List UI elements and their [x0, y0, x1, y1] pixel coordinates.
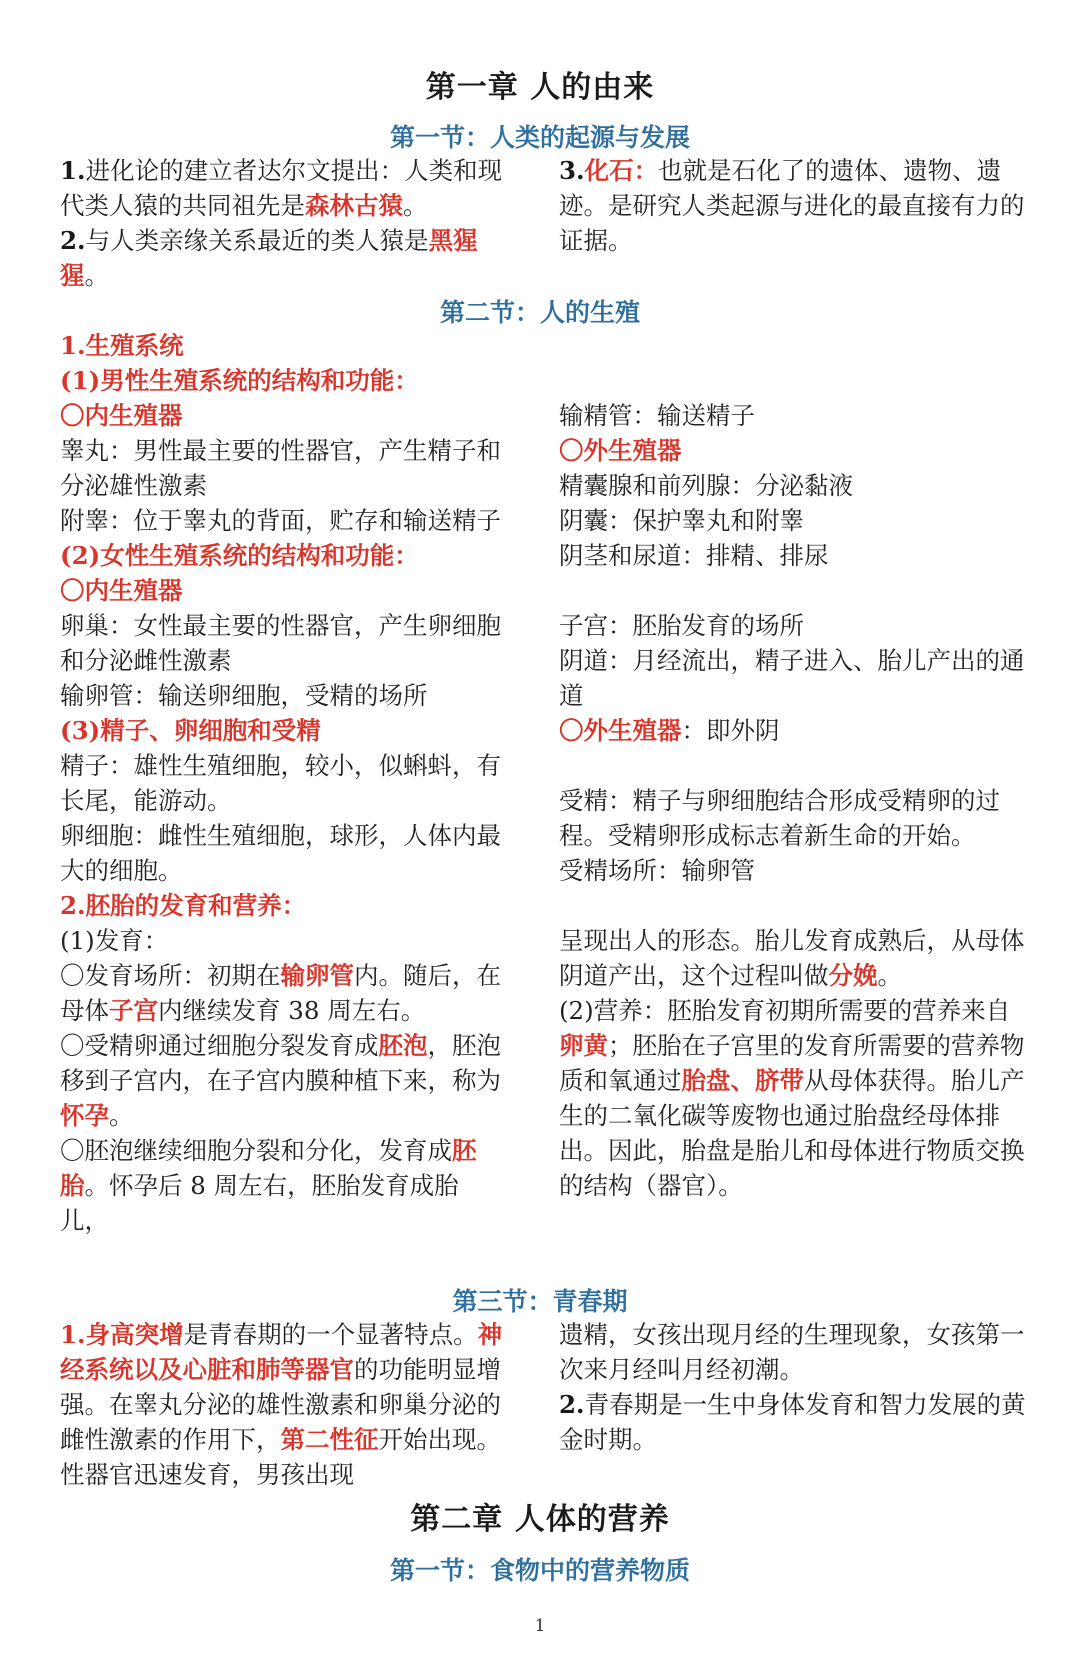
keyword: 黑猩猩 [60, 226, 478, 290]
fertilization-site-text: 受精场所：输卵管 [559, 856, 755, 885]
text: 内继续发育 38 周左右。 [158, 996, 426, 1025]
female-external-line [559, 713, 1029, 748]
text: 。怀孕后 8 周左右，胚胎发育成胎儿， [60, 1171, 459, 1235]
spacer [559, 573, 1029, 608]
embryo-heading: 2.胚胎的发育和营养： [60, 891, 307, 920]
puberty-text-cont: 遗精，女孩出现月经的生理现象，女孩第一次来月经叫月经初潮。 [559, 1320, 1025, 1384]
glands-text: 精囊腺和前列腺：分泌黏液 [559, 471, 853, 500]
spacer [559, 748, 1029, 783]
oviduct-text: 输卵管：输送卵细胞，受精的场所 [60, 681, 428, 710]
text: 呈现出人的形态。胎儿发育成熟后，从母体阴道产出，这个过程叫做 [559, 926, 1025, 990]
text: ；胚胎在子宫里的发育所需要的营养物质和氧通过 [559, 1031, 1025, 1095]
spacer [559, 888, 1029, 923]
male-system-heading: (1)男性生殖系统的结构和功能： [60, 366, 419, 395]
text: 进化论的建立者达尔文提出：人类和现代类人猿的共同祖先是 [60, 156, 503, 220]
female-system-heading: (2)女性生殖系统的结构和功能： [60, 541, 419, 570]
section-1-left-column [60, 153, 505, 293]
text: 开始出现。性器官迅速发育，男孩出现 [60, 1425, 501, 1489]
section-3-right-column [559, 1317, 1029, 1457]
keyword: 身高突增 [85, 1320, 184, 1349]
text: 。 [109, 1101, 134, 1130]
testis-text: 睾丸：男性最主要的性器官，产生精子和分泌雄性激素 [60, 436, 501, 500]
text: 。 [403, 191, 428, 220]
section-3-title: 第三节：青春期 [452, 1287, 628, 1316]
text: 是青春期的一个显著特点。 [183, 1320, 478, 1349]
nutrition-text [559, 993, 1029, 1203]
item-number: 1. [60, 156, 86, 185]
blastocyst-text [60, 1028, 505, 1133]
paragraph [60, 223, 505, 293]
text: ，胚泡移到子宫内，在子宫内膜种植下来，称为 [60, 1031, 501, 1095]
embryo-text [60, 1133, 505, 1238]
item-number: 3. [559, 156, 585, 185]
epididymis-text: 附睾：位于睾丸的背面，贮存和输送精子 [60, 506, 501, 535]
development-label: (1)发育： [60, 926, 169, 955]
ovary-text: 卵巢：女性最主要的性器官，产生卵细胞和分泌雌性激素 [60, 611, 501, 675]
text: 〇受精卵通过细胞分裂发育成 [60, 1031, 379, 1060]
keyword: 子宫 [109, 996, 158, 1025]
keyword: 分娩 [828, 961, 878, 990]
page-number: 1 [534, 1616, 546, 1636]
keyword: 胚胎 [60, 1136, 477, 1200]
golden-period-text [559, 1387, 1029, 1457]
text: 与人类亲缘关系最近的类人猿是 [85, 226, 429, 255]
keyword: 第二性征 [280, 1425, 379, 1454]
text: 。 [84, 261, 109, 290]
chapter-2-title: 第二章 人体的营养 [410, 1502, 670, 1537]
development-site-text [60, 958, 505, 1028]
chapter-1-title: 第一章 人的由来 [425, 70, 655, 105]
item-number: 2. [60, 226, 86, 255]
fertilization-heading: (3)精子、卵细胞和受精 [60, 716, 321, 745]
text: (2)营养：胚胎发育初期所需要的营养来自 [559, 996, 1011, 1025]
keyword: 输卵管 [280, 961, 354, 990]
keyword: 森林古猿 [305, 191, 403, 220]
reproductive-system-heading: 1.生殖系统 [60, 331, 184, 360]
keyword: 胚泡 [378, 1031, 428, 1060]
vas-deferens-text: 输精管：输送精子 [559, 401, 755, 430]
text: 的功能明显增强。在睾丸分泌的雄性激素和卵巢分泌的雌性激素的作用下， [60, 1355, 501, 1454]
text: 青春期是一生中身体发育和智力发展的黄金时期。 [559, 1390, 1026, 1454]
paragraph [60, 153, 505, 223]
item-number: 1. [60, 1320, 86, 1349]
penis-text: 阴茎和尿道：排精、排尿 [559, 541, 829, 570]
section-1-title: 第一节：人类的起源与发展 [389, 123, 690, 152]
section-2-right-column [559, 398, 1029, 1203]
section-1-right-column [559, 153, 1029, 258]
keyword: 神经系统以及心脏和肺等器官 [60, 1320, 503, 1384]
text: 也就是石化了的遗体、遗物、遗迹。是研究人类起源与进化的最直接有力的证据。 [559, 156, 1025, 255]
section-2-title: 第二节：人的生殖 [439, 298, 640, 327]
keyword: 胎盘、脐带 [681, 1066, 804, 1095]
male-external-heading: 〇外生殖器 [559, 436, 682, 465]
keyword: 化石： [584, 156, 659, 185]
sperm-text: 精子：雄性生殖细胞，较小，似蝌蚪，有长尾，能游动。 [60, 751, 501, 815]
text: 内。随后，在母体 [60, 961, 501, 1025]
text: 〇发育场所：初期在 [60, 961, 281, 990]
item-number: 2. [559, 1390, 585, 1419]
egg-text: 卵细胞：雌性生殖细胞，球形，人体内最大的细胞。 [60, 821, 501, 885]
section-2-left-column [60, 328, 505, 1238]
text: 。 [877, 961, 902, 990]
text: 〇胚泡继续细胞分裂和分化，发育成 [60, 1136, 452, 1165]
paragraph [559, 153, 1029, 258]
section-3-left-column [60, 1317, 505, 1492]
fertilization-text: 受精：精子与卵细胞结合形成受精卵的过程。受精卵形成标志着新生命的开始。 [559, 786, 1000, 850]
uterus-text: 子宫：胚胎发育的场所 [559, 611, 804, 640]
chapter-2-section-1-title: 第一节：食物中的营养物质 [389, 1556, 690, 1585]
text: 从母体获得。胎儿产生的二氧化碳等废物也通过胎盘经母体排出。因此，胎盘是胎儿和母体进行物质交换的结构（器官）。 [559, 1066, 1025, 1200]
female-external-heading: 〇外生殖器 [559, 716, 682, 745]
text: ：即外阴 [681, 716, 780, 745]
keyword: 卵黄 [559, 1031, 608, 1060]
puberty-text [60, 1317, 505, 1492]
female-internal-heading: 〇内生殖器 [60, 576, 183, 605]
vagina-text: 阴道：月经流出，精子进入、胎儿产出的通道 [559, 646, 1025, 710]
scrotum-text: 阴囊：保护睾丸和附睾 [559, 506, 804, 535]
fetus-form-text [559, 923, 1029, 993]
male-internal-heading: 〇内生殖器 [60, 401, 183, 430]
keyword: 怀孕 [60, 1101, 109, 1130]
